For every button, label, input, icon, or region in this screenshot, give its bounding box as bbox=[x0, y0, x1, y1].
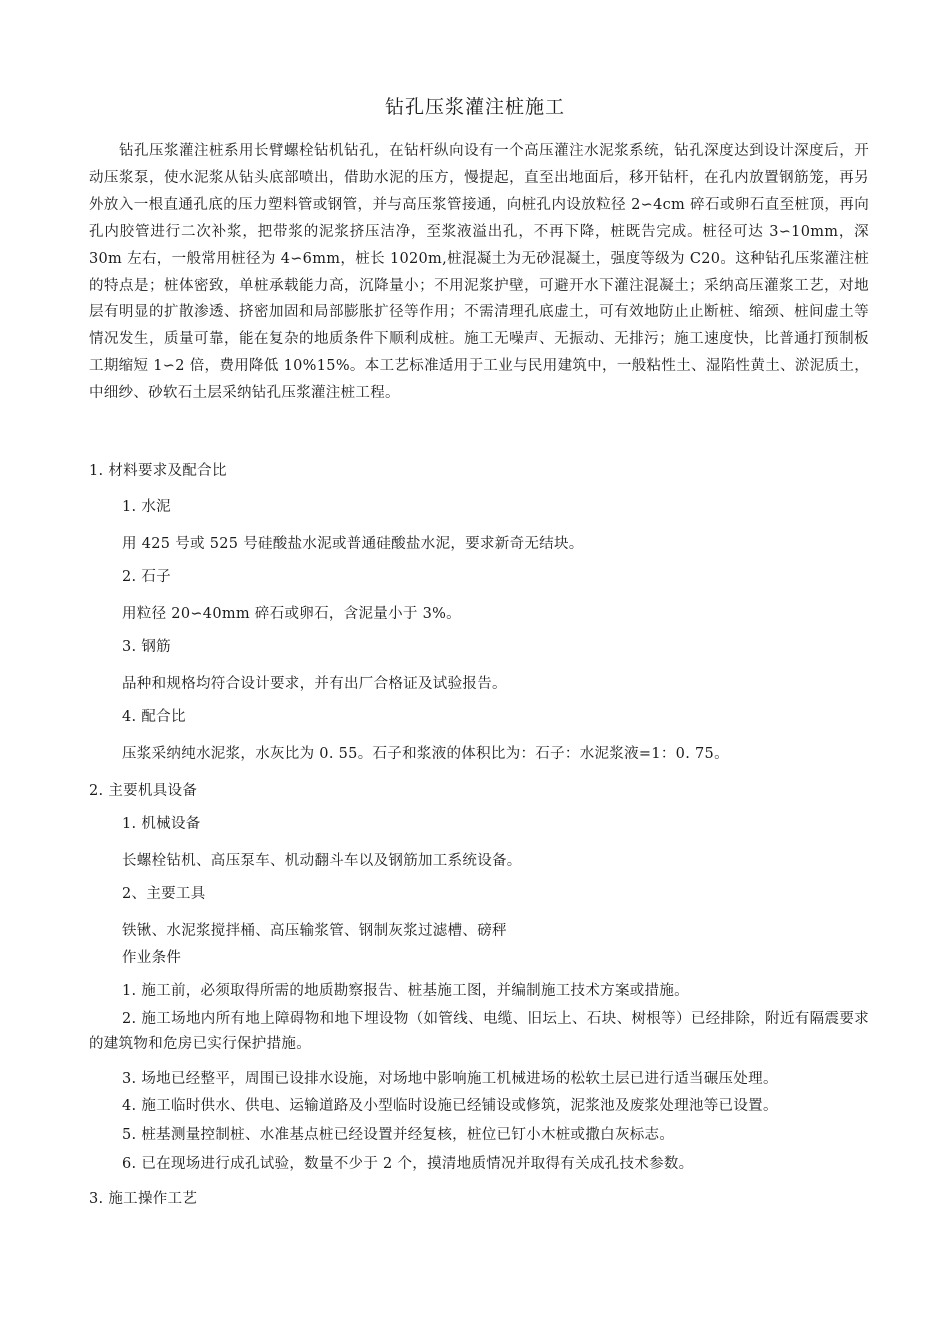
material-cement-heading: 1. 水泥 bbox=[122, 499, 171, 515]
section3-heading: 3. 施工操作工艺 bbox=[89, 1191, 198, 1207]
material-stone-heading: 2. 石子 bbox=[122, 569, 171, 585]
condition-item: 1. 施工前，必须取得所需的地质勘察报告、桩基施工图，并编制施工技术方案或措施。 bbox=[122, 983, 689, 999]
section1-heading: 1. 材料要求及配合比 bbox=[89, 463, 227, 479]
material-rebar-heading: 3. 钢筋 bbox=[122, 639, 171, 655]
equipment-tools-heading: 2、主要工具 bbox=[122, 886, 206, 902]
condition-item: 5. 桩基测量控制桩、水准基点桩已经设置并经复核，桩位已钉小木桩或撒白灰标志。 bbox=[122, 1127, 675, 1143]
equipment-tools-text: 铁锹、水泥浆搅拌桶、高压输浆管、钢制灰浆过滤槽、磅秤 bbox=[122, 923, 507, 939]
material-mix-heading: 4. 配合比 bbox=[122, 709, 186, 725]
condition-item: 6. 已在现场进行成孔试验，数量不少于 2 个，摸清地质情况并取得有关成孔技术参数。 bbox=[122, 1156, 694, 1172]
material-rebar-text: 品种和规格均符合设计要求，并有出厂合格证及试验报告。 bbox=[122, 676, 507, 692]
work-conditions-heading: 作业条件 bbox=[122, 950, 182, 966]
condition-item: 4. 施工临时供水、供电、运输道路及小型临时设施已经铺设或修筑，泥浆池及废浆处理池等已设置。 bbox=[122, 1098, 778, 1114]
material-mix-text: 压浆采纳纯水泥浆，水灰比为 0. 55。石子和浆液的体积比为：石子：水泥浆液=1：0. 75。 bbox=[122, 746, 729, 762]
document-title: 钻孔压浆灌注桩施工 bbox=[384, 96, 565, 118]
equipment-machinery-heading: 1. 机械设备 bbox=[122, 816, 201, 832]
section2-heading: 2. 主要机具设备 bbox=[89, 783, 198, 799]
material-cement-text: 用 425 号或 525 号硅酸盐水泥或普通硅酸盐水泥，要求新奇无结块。 bbox=[122, 536, 584, 552]
condition-item: 2. 施工场地内所有地上障碍物和地下埋设物（如管线、电缆、旧坛上、石块、树根等）已经排除，附近有隔震要求的建筑物和危房已实行保护措施。 bbox=[89, 1011, 869, 1052]
condition-item: 3. 场地已经整平，周围已设排水设施，对场地中影响施工机械进场的松软土层已进行适当碾压处理。 bbox=[122, 1071, 778, 1087]
material-stone-text: 用粒径 20∽40mm 碎石或卵石，含泥量小于 3%。 bbox=[122, 606, 461, 622]
intro-paragraph: 钻孔压浆灌注桩系用长臂螺栓钻机钻孔，在钻杆纵向设有一个高压灌注水泥浆系统，钻孔深度达到设计深度后，开动压浆泵，使水泥浆从钻头底部喷出，借助水泥的压方，慢提起，直至出地面后，移开钻杆，在孔内放置钢筋笼，再另外放入一根直通孔底的压力塑料管或钢管，并与高压浆管接通，向桩孔内设放粒径 2∽4cm 碎石或卵石直至桩顶，再向孔内胶管进行二次补浆，把带浆的泥浆挤压洁净，至浆液溢出孔，不再下降，桩既告完成。桩径可达 3∽10mm，深 30m 左右，一般常用桩径为 4∽6mm，桩长 1020m,桩混凝土为无砂混凝土，强度等级为 C20。这种钻孔压浆灌注桩的特点是；桩体密致，单桩承载能力高，沉降量小；不用泥浆护壁，可避开水下灌注混凝土；采纳高压灌浆工艺，对地层有明显的扩散渗透、挤密加固和局部膨胀扩径等作用；不需清理孔底虚土，可有效地防止止断桩、缩颈、桩间虚土等情况发生，质量可靠，能在复杂的地质条件下顺利成桩。施工无噪声、无振动、无排污；施工速度快，比普通打预制板工期缩短 1∽2 倍，费用降低 10%15%。本工艺标准适用于工业与民用建筑中，一般粘性土、湿陷性黄土、淤泥质土，中细纱、砂软石土层采纳钻孔压浆灌注桩工程。 bbox=[89, 143, 869, 402]
equipment-machinery-text: 长螺栓钻机、高压泵车、机动翻斗车以及钢筋加工系统设备。 bbox=[122, 853, 522, 869]
